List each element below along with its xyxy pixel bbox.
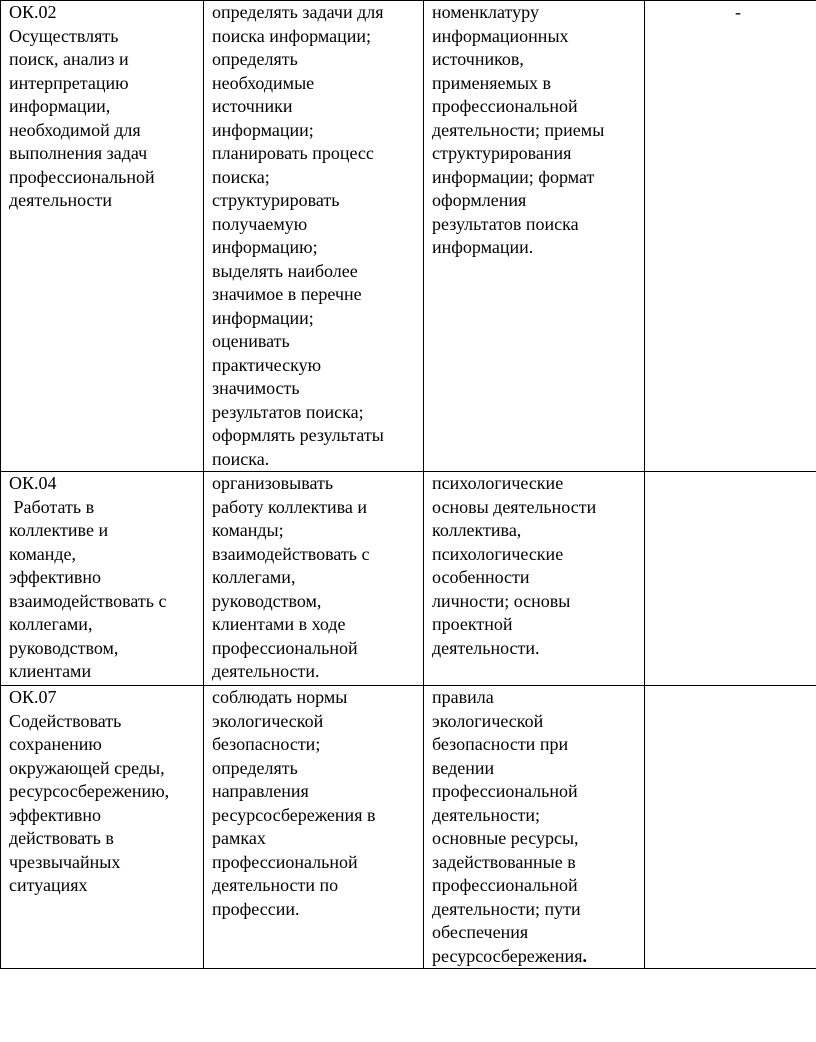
skills-line: выделять наиболее bbox=[212, 260, 358, 281]
skills-line: определять bbox=[212, 49, 298, 69]
skills-line: поиска информации; bbox=[212, 25, 372, 46]
skills-line: оформлять результаты bbox=[212, 425, 384, 445]
knowledge-line: экологической bbox=[432, 710, 544, 731]
knowledge-line: структурирования bbox=[432, 143, 572, 163]
competency-description-line: команде, bbox=[9, 543, 77, 564]
knowledge-line: особенности bbox=[432, 567, 530, 587]
knowledge-line: информационных bbox=[432, 25, 569, 46]
skills-line: практическую bbox=[212, 354, 322, 375]
skills-line: команды; bbox=[212, 520, 284, 540]
competency-description-line: окружающей среды, bbox=[9, 757, 165, 778]
competency-description-line: коллективе и bbox=[9, 520, 109, 540]
knowledge-cell bbox=[424, 1, 645, 472]
knowledge-line: обеспечения bbox=[432, 922, 529, 942]
knowledge-line: основы деятельности bbox=[432, 496, 597, 517]
competency-description-line: Содействовать bbox=[9, 710, 122, 731]
competency-description-line: сохранению bbox=[9, 734, 102, 754]
competency-description-line: выполнения задач bbox=[9, 143, 148, 163]
skills-line: информации; bbox=[212, 307, 314, 328]
skills-line: рамках bbox=[212, 828, 266, 848]
skills-cell bbox=[204, 472, 424, 686]
competency-description-line: профессиональной bbox=[9, 166, 155, 187]
skills-line: необходимые bbox=[212, 72, 315, 93]
competency-description-line: Работать в bbox=[9, 496, 95, 517]
extra-dash: - bbox=[735, 2, 741, 22]
skills-line: клиентами в ходе bbox=[212, 614, 346, 634]
knowledge-line: информации. bbox=[432, 237, 534, 257]
competency-description-line: поиск, анализ и bbox=[9, 49, 129, 69]
knowledge-line: профессиональной bbox=[432, 96, 578, 116]
competency-code: ОК.02 bbox=[9, 2, 57, 22]
skills-line: деятельности. bbox=[212, 661, 320, 681]
knowledge-line: безопасности при bbox=[432, 734, 569, 754]
competency-description-line: руководством, bbox=[9, 637, 119, 658]
competency-description-line: ресурсосбережению, bbox=[9, 781, 170, 801]
knowledge-line: психологические bbox=[432, 543, 564, 564]
competency-description-line: эффективно bbox=[9, 804, 101, 825]
knowledge-line-last bbox=[432, 945, 640, 969]
competency-code: ОК.07 bbox=[9, 687, 57, 707]
skills-line: профессиональной bbox=[212, 637, 358, 658]
knowledge-line: ведении bbox=[432, 757, 495, 778]
knowledge-bold-period: . bbox=[582, 945, 587, 966]
knowledge-line: деятельности; приемы bbox=[432, 119, 605, 140]
knowledge-line: результатов поиска bbox=[432, 213, 579, 234]
skills-line: оценивать bbox=[212, 331, 290, 351]
knowledge-line: оформления bbox=[432, 190, 527, 210]
knowledge-line: применяемых в bbox=[432, 72, 552, 93]
extra-cell bbox=[645, 472, 816, 686]
skills-line: профессии. bbox=[212, 898, 300, 919]
skills-line: значимость bbox=[212, 378, 300, 398]
skills-line: экологической bbox=[212, 710, 324, 731]
skills-line: планировать процесс bbox=[212, 143, 374, 163]
skills-line: определять bbox=[212, 757, 298, 778]
skills-line: ресурсосбережения в bbox=[212, 804, 376, 825]
skills-line: направления bbox=[212, 781, 309, 801]
competency-description-line: Осуществлять bbox=[9, 25, 119, 46]
knowledge-line: информации; формат bbox=[432, 166, 595, 187]
skills-line: структурировать bbox=[212, 190, 340, 210]
skills-line: работу коллектива и bbox=[212, 496, 367, 517]
competency-description-line: взаимодействовать с bbox=[9, 590, 167, 611]
competency-code: ОК.04 bbox=[9, 473, 57, 493]
competency-description-line: интерпретацию bbox=[9, 72, 129, 93]
knowledge-line: деятельности; bbox=[432, 804, 541, 825]
skills-line: поиска; bbox=[212, 166, 270, 187]
skills-line: безопасности; bbox=[212, 734, 321, 754]
competency-cell bbox=[1, 1, 204, 472]
knowledge-line: основные ресурсы, bbox=[432, 828, 579, 848]
skills-line: деятельности по bbox=[212, 875, 339, 895]
knowledge-line: номенклатуру bbox=[432, 2, 539, 22]
knowledge-line: правила bbox=[432, 687, 494, 707]
skills-line: руководством, bbox=[212, 590, 322, 611]
knowledge-line: источников, bbox=[432, 49, 524, 69]
knowledge-line: коллектива, bbox=[432, 520, 522, 540]
skills-line: информацию; bbox=[212, 237, 318, 257]
extra-cell bbox=[645, 686, 816, 969]
table-row bbox=[1, 686, 816, 969]
skills-line: информации; bbox=[212, 119, 314, 140]
skills-line: результатов поиска; bbox=[212, 401, 364, 422]
knowledge-line: психологические bbox=[432, 473, 564, 493]
knowledge-line: деятельности. bbox=[432, 637, 540, 658]
competency-description-line: информации, bbox=[9, 96, 111, 116]
knowledge-cell bbox=[424, 472, 645, 686]
skills-line: взаимодействовать с bbox=[212, 543, 370, 564]
skills-line: организовывать bbox=[212, 473, 334, 493]
competency-description-line: необходимой для bbox=[9, 119, 141, 140]
competency-description-line: деятельности bbox=[9, 190, 113, 210]
competency-description-line: действовать в bbox=[9, 828, 114, 848]
knowledge-line: профессиональной bbox=[432, 875, 578, 895]
competency-description-line: ситуациях bbox=[9, 875, 88, 895]
knowledge-line: профессиональной bbox=[432, 781, 578, 801]
knowledge-line-text: ресурсосбережения bbox=[432, 945, 583, 966]
knowledge-line: проектной bbox=[432, 614, 513, 634]
skills-line: получаемую bbox=[212, 213, 308, 234]
competency-cell bbox=[1, 686, 204, 969]
competency-description-line: чрезвычайных bbox=[9, 851, 121, 872]
table-row bbox=[1, 472, 816, 686]
knowledge-cell bbox=[424, 686, 645, 969]
skills-cell bbox=[204, 686, 424, 969]
skills-line: источники bbox=[212, 96, 293, 116]
skills-line: профессиональной bbox=[212, 851, 358, 872]
skills-line: соблюдать нормы bbox=[212, 687, 348, 707]
skills-cell bbox=[204, 1, 424, 472]
competency-description-line: эффективно bbox=[9, 567, 101, 587]
skills-line: определять задачи для bbox=[212, 2, 384, 22]
skills-line: поиска. bbox=[212, 448, 270, 469]
competency-cell bbox=[1, 472, 204, 686]
table-row bbox=[1, 1, 816, 472]
competency-description-line: коллегами, bbox=[9, 614, 93, 634]
extra-cell bbox=[645, 1, 816, 472]
competency-description-line: клиентами bbox=[9, 661, 92, 681]
knowledge-line: личности; основы bbox=[432, 590, 571, 611]
skills-line: коллегами, bbox=[212, 567, 296, 587]
knowledge-line: задействованные в bbox=[432, 851, 576, 872]
knowledge-line: деятельности; пути bbox=[432, 898, 581, 919]
skills-line: значимое в перечне bbox=[212, 284, 362, 304]
